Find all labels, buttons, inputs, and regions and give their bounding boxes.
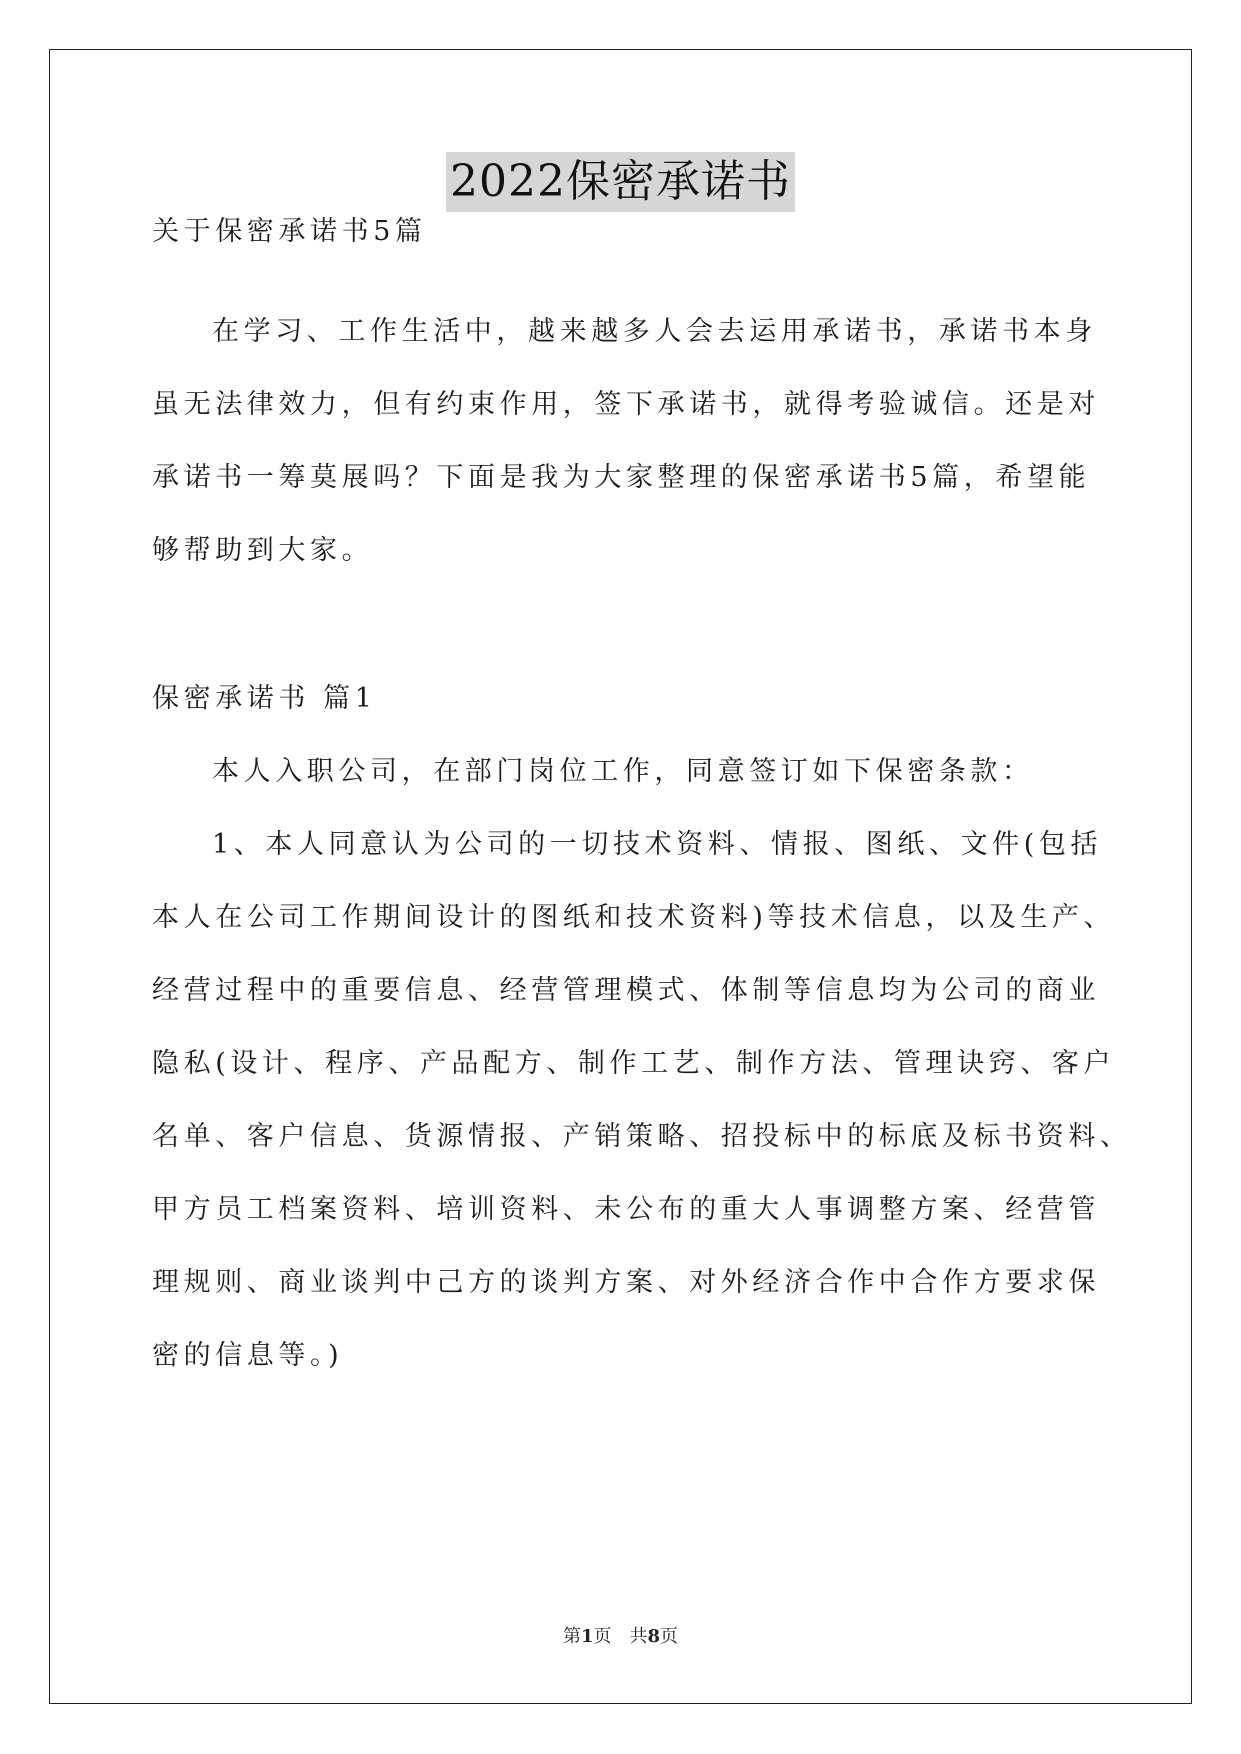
section-heading: 保密承诺书 篇1 xyxy=(152,683,377,714)
intro-line-2: 虽无法律效力，但有约束作用，签下承诺书，就得考验诚信。还是对 xyxy=(152,389,1100,420)
footer-page-number: 1 xyxy=(580,1626,594,1647)
footer-total-pages: 8 xyxy=(647,1626,661,1647)
footer-prefix: 第 xyxy=(562,1626,581,1647)
title-container xyxy=(0,152,1241,212)
intro-line-4: 够帮助到大家。 xyxy=(152,535,374,566)
clause-line-8: 密的信息等。) xyxy=(152,1340,344,1371)
clause-line-2: 本人在公司工作期间设计的图纸和技术资料)等技术信息，以及生产、 xyxy=(152,902,1116,933)
clause-line-6: 甲方员工档案资料、培训资料、未公布的重大人事调整方案、经营管 xyxy=(152,1194,1100,1225)
document-title: 2022保密承诺书 xyxy=(446,152,795,212)
page-border xyxy=(49,49,1192,1704)
clause-line-5: 名单、客户信息、货源情报、产销策略、招投标中的标底及标书资料、 xyxy=(152,1121,1132,1152)
page-footer xyxy=(0,1622,1241,1648)
section-intro: 本人入职公司，在部门岗位工作，同意签订如下保密条款： xyxy=(212,756,1034,787)
clause-line-4: 隐私(设计、程序、产品配方、制作工艺、制作方法、管理诀窍、客户 xyxy=(152,1048,1116,1079)
clause-line-1: 1、本人同意认为公司的一切技术资料、情报、图纸、文件(包括 xyxy=(212,829,1103,860)
intro-line-1: 在学习、工作生活中，越来越多人会去运用承诺书，承诺书本身 xyxy=(212,316,1097,347)
footer-middle: 页 共 xyxy=(593,1626,648,1647)
document-subtitle: 关于保密承诺书5篇 xyxy=(152,216,427,247)
intro-line-3: 承诺书一筹莫展吗？下面是我为大家整理的保密承诺书5篇，希望能 xyxy=(152,462,1091,493)
clause-line-7: 理规则、商业谈判中己方的谈判方案、对外经济合作中合作方要求保 xyxy=(152,1267,1100,1298)
clause-line-3: 经营过程中的重要信息、经营管理模式、体制等信息均为公司的商业 xyxy=(152,975,1100,1006)
footer-suffix: 页 xyxy=(660,1626,679,1647)
